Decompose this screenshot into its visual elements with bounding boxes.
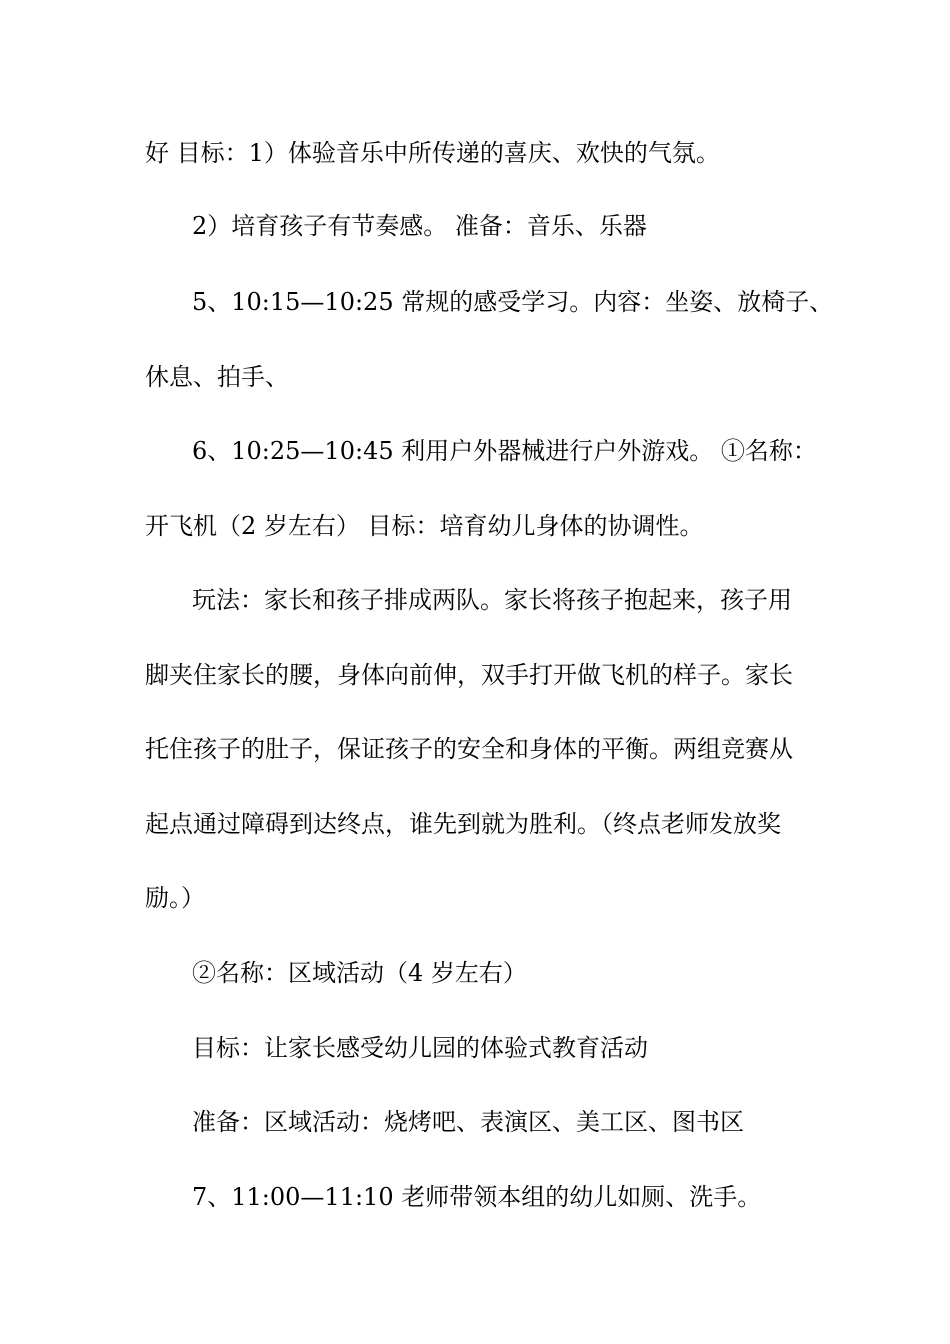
text-line-13: 目标：让家长感受幼儿园的体验式教育活动	[192, 1034, 648, 1062]
text-line-6: 开飞机（2 岁左右） 目标：培育幼儿身体的协调性。	[145, 512, 704, 540]
text-line-4: 休息、拍手、	[145, 363, 289, 391]
text-line-12: ②名称：区域活动（4 岁左右）	[192, 959, 527, 987]
text-line-1: 好 目标：1）体验音乐中所传递的喜庆、欢快的气氛。	[145, 139, 720, 167]
text-line-9: 托住孩子的肚子，保证孩子的安全和身体的平衡。两组竞赛从	[145, 735, 793, 763]
text-line-14: 准备：区域活动：烧烤吧、表演区、美工区、图书区	[192, 1108, 744, 1136]
text-line-7: 玩法：家长和孩子排成两队。家长将孩子抱起来，孩子用	[192, 586, 792, 614]
text-line-8: 脚夹住家长的腰，身体向前伸，双手打开做飞机的样子。家长	[145, 661, 793, 689]
text-line-10: 起点通过障碍到达终点，谁先到就为胜利。（终点老师发放奖	[145, 810, 781, 838]
text-line-5: 6、10:25—10:45 利用户外器械进行户外游戏。 ①名称：	[192, 437, 817, 465]
text-line-2: 2）培育孩子有节奏感。 准备：音乐、乐器	[192, 212, 647, 240]
text-line-3: 5、10:15—10:25 常规的感受学习。内容：坐姿、放椅子、	[192, 288, 834, 316]
text-line-15: 7、11:00—11:10 老师带领本组的幼儿如厕、洗手。	[192, 1183, 762, 1211]
text-line-11: 励。）	[145, 884, 205, 912]
